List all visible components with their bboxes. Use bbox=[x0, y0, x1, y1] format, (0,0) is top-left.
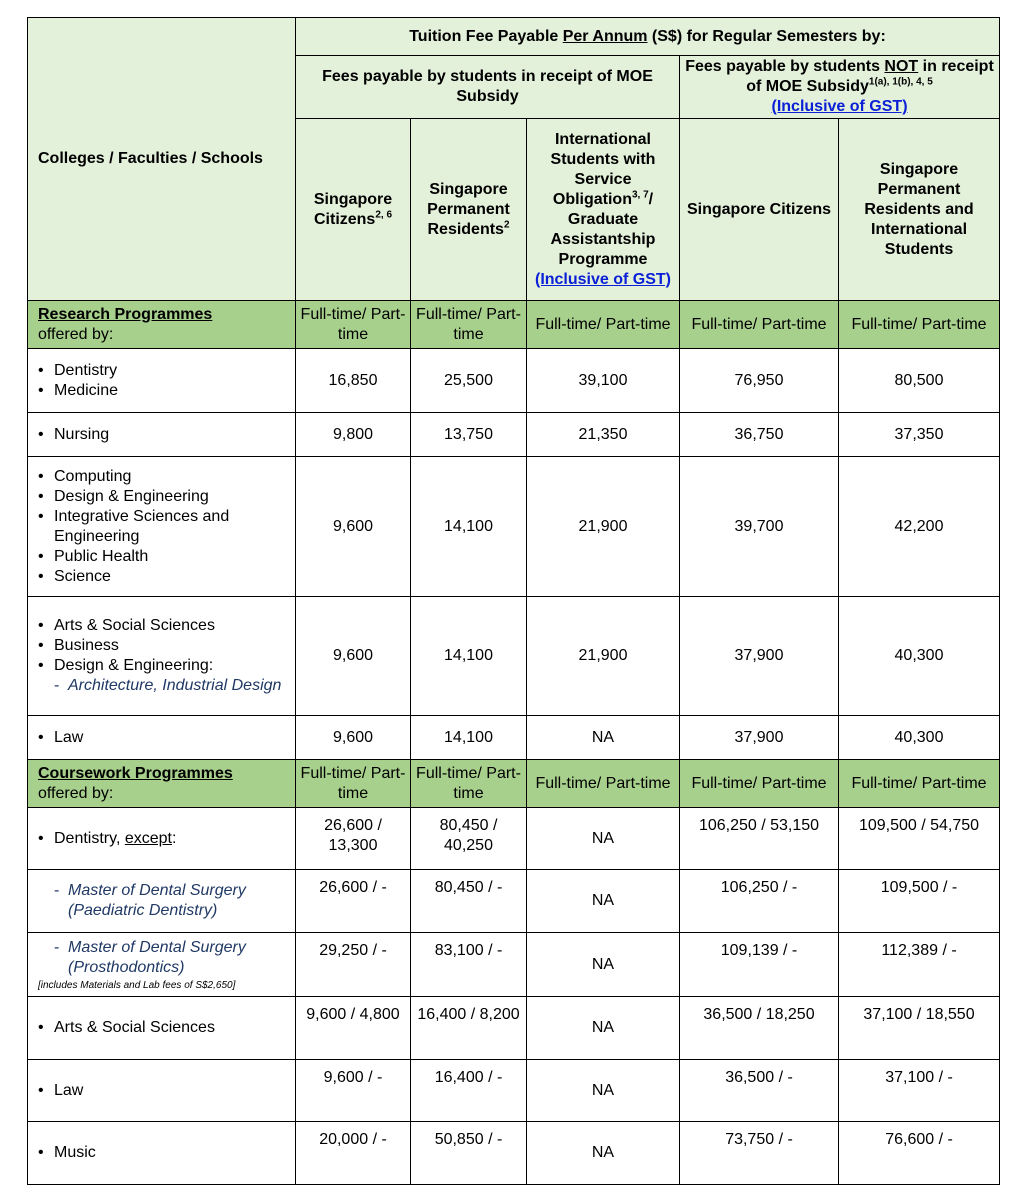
column-header-colleges: Colleges / Faculties / Schools bbox=[28, 18, 296, 301]
fee-cell: 14,100 bbox=[411, 716, 527, 760]
fee-cell: 37,100 / 18,550 bbox=[839, 997, 1000, 1060]
fee-cell: 26,600 / - bbox=[296, 870, 411, 933]
fee-cell: 80,450 / 40,250 bbox=[411, 808, 527, 870]
list-item: • Medicine bbox=[38, 381, 119, 399]
faculty-cell bbox=[28, 997, 296, 1060]
fee-cell: 37,900 bbox=[680, 716, 839, 760]
header-tuition-fee-title: Tuition Fee Payable Per Annum (S$) for Regular Semesters by: bbox=[296, 18, 1000, 56]
fee-cell: 9,600 bbox=[296, 716, 411, 760]
list-item: • Music bbox=[38, 1144, 96, 1161]
fee-cell: 9,600 bbox=[296, 597, 411, 716]
fee-cell: 20,000 / - bbox=[296, 1122, 411, 1185]
table-row bbox=[28, 457, 1000, 597]
mode-label: Full-time/ Part-time bbox=[411, 301, 527, 349]
fee-cell: 40,300 bbox=[839, 597, 1000, 716]
list-item: • Design & Engineering bbox=[38, 487, 209, 505]
faculty-cell bbox=[28, 597, 296, 716]
fee-cell: 14,100 bbox=[411, 597, 527, 716]
fee-cell: 21,350 bbox=[527, 413, 680, 457]
faculty-cell bbox=[28, 413, 296, 457]
list-item: • Nursing bbox=[38, 425, 110, 443]
fee-cell: 14,100 bbox=[411, 457, 527, 597]
fee-cell: 16,850 bbox=[296, 349, 411, 413]
faculty-cell bbox=[28, 933, 296, 997]
fee-cell: 106,250 / 53,150 bbox=[680, 808, 839, 870]
faculty-cell bbox=[28, 870, 296, 933]
header-non-moe-pr-intl: Singapore Permanent Residents and International Students bbox=[839, 119, 1000, 301]
sub-item: - Architecture, Industrial Design bbox=[54, 677, 282, 694]
fee-cell: NA bbox=[527, 933, 680, 997]
mode-label: Full-time/ Part-time bbox=[296, 760, 411, 808]
fee-cell: 73,750 / - bbox=[680, 1122, 839, 1185]
list-item: • Public Health bbox=[38, 547, 149, 565]
list-item: • Law bbox=[38, 728, 84, 746]
fee-cell: 37,100 / - bbox=[839, 1060, 1000, 1122]
mode-label: Full-time/ Part-time bbox=[680, 760, 839, 808]
fee-cell: 37,900 bbox=[680, 597, 839, 716]
fee-cell: NA bbox=[527, 997, 680, 1060]
fee-cell: 76,600 / - bbox=[839, 1122, 1000, 1185]
list-item: • Integrative Sciences and Engineering bbox=[38, 507, 230, 545]
fee-cell: 83,100 / - bbox=[411, 933, 527, 997]
fee-cell: 37,350 bbox=[839, 413, 1000, 457]
fee-cell: 50,850 / - bbox=[411, 1122, 527, 1185]
tuition-fee-table bbox=[27, 17, 1000, 1185]
section-coursework: Coursework Programmes offered by: bbox=[28, 760, 296, 808]
fee-cell: 16,400 / - bbox=[411, 1060, 527, 1122]
fee-cell: 16,400 / 8,200 bbox=[411, 997, 527, 1060]
table-row bbox=[28, 1122, 1000, 1185]
table-row bbox=[28, 870, 1000, 933]
fee-cell: 9,600 / 4,800 bbox=[296, 997, 411, 1060]
table-row bbox=[28, 413, 1000, 457]
table-row bbox=[28, 933, 1000, 997]
fee-cell: NA bbox=[527, 1060, 680, 1122]
header-non-moe-singapore-citizens: Singapore Citizens bbox=[680, 119, 839, 301]
sub-item: - Master of Dental Surgery (Prosthodontics) bbox=[54, 938, 246, 976]
fee-cell: 21,900 bbox=[527, 457, 680, 597]
header-international-students: International Students with Service Obligation$^{3, 7}$/ Graduate Assistantship Programme (Inclusive of GST) bbox=[527, 119, 680, 301]
mode-label: Full-time/ Part-time bbox=[839, 301, 1000, 349]
header-non-moe-subsidy-group: Fees payable by students NOT in receipt of MOE Subsidy$^{1(a), 1(b), 4, 5}$ (Inclusive of GST) bbox=[680, 56, 1000, 119]
fee-cell: 39,100 bbox=[527, 349, 680, 413]
gst-link-nonmoe[interactable]: (Inclusive of GST) bbox=[771, 98, 908, 115]
table-row bbox=[28, 597, 1000, 716]
faculty-cell bbox=[28, 457, 296, 597]
header-singapore-citizens: Singapore Citizens$^{2, 6}$ bbox=[296, 119, 411, 301]
fee-cell: NA bbox=[527, 870, 680, 933]
mode-label: Full-time/ Part-time bbox=[296, 301, 411, 349]
fee-cell: 36,500 / - bbox=[680, 1060, 839, 1122]
header-moe-subsidy-group: Fees payable by students in receipt of MOE Subsidy bbox=[296, 56, 680, 119]
fee-cell: 21,900 bbox=[527, 597, 680, 716]
fee-cell: NA bbox=[527, 1122, 680, 1185]
faculty-cell bbox=[28, 349, 296, 413]
table-row bbox=[28, 997, 1000, 1060]
fee-cell: 80,500 bbox=[839, 349, 1000, 413]
fee-cell: NA bbox=[527, 808, 680, 870]
table-row bbox=[28, 1060, 1000, 1122]
fee-cell: 80,450 / - bbox=[411, 870, 527, 933]
fee-cell: 36,500 / 18,250 bbox=[680, 997, 839, 1060]
list-item: • Computing bbox=[38, 467, 132, 485]
faculty-cell bbox=[28, 808, 296, 870]
fee-cell: 26,600 / 13,300 bbox=[296, 808, 411, 870]
list-item: • Law bbox=[38, 1081, 84, 1099]
list-item: • Arts & Social Sciences bbox=[38, 617, 215, 634]
faculty-cell bbox=[28, 1122, 296, 1185]
fee-cell: 76,950 bbox=[680, 349, 839, 413]
fee-cell: 13,750 bbox=[411, 413, 527, 457]
table-row bbox=[28, 349, 1000, 413]
fee-cell: 109,500 / 54,750 bbox=[839, 808, 1000, 870]
list-item: • Dentistry, except: bbox=[38, 829, 177, 847]
faculty-cell bbox=[28, 1060, 296, 1122]
fee-cell: 109,500 / - bbox=[839, 870, 1000, 933]
header-singapore-pr: Singapore Permanent Residents$^2$ bbox=[411, 119, 527, 301]
sub-item: - Master of Dental Surgery (Paediatric Dentistry) bbox=[54, 882, 246, 919]
fee-cell: 36,750 bbox=[680, 413, 839, 457]
table-row bbox=[28, 808, 1000, 870]
gst-link-intl[interactable]: (Inclusive of GST) bbox=[534, 270, 671, 288]
table-row bbox=[28, 716, 1000, 760]
fee-cell: 25,500 bbox=[411, 349, 527, 413]
mode-label: Full-time/ Part-time bbox=[839, 760, 1000, 808]
fee-cell: NA bbox=[527, 716, 680, 760]
section-research: Research Programmes offered by: bbox=[28, 301, 296, 349]
list-item: • Arts & Social Sciences bbox=[38, 1019, 215, 1036]
mode-label: Full-time/ Part-time bbox=[411, 760, 527, 808]
fee-cell: 112,389 / - bbox=[839, 933, 1000, 997]
fee-cell: 9,600 / - bbox=[296, 1060, 411, 1122]
fee-cell: 29,250 / - bbox=[296, 933, 411, 997]
faculty-cell bbox=[28, 716, 296, 760]
fee-cell: 109,139 / - bbox=[680, 933, 839, 997]
list-item: • Design & Engineering: bbox=[38, 657, 214, 674]
materials-note: [includes Materials and Lab fees of S$2,650] bbox=[38, 979, 236, 991]
list-item: • Business bbox=[38, 637, 119, 654]
mode-label: Full-time/ Part-time bbox=[527, 760, 680, 808]
mode-label: Full-time/ Part-time bbox=[680, 301, 839, 349]
fee-cell: 40,300 bbox=[839, 716, 1000, 760]
fee-cell: 106,250 / - bbox=[680, 870, 839, 933]
fee-cell: 39,700 bbox=[680, 457, 839, 597]
fee-cell: 9,600 bbox=[296, 457, 411, 597]
fee-cell: 42,200 bbox=[839, 457, 1000, 597]
fee-cell: 9,800 bbox=[296, 413, 411, 457]
list-item: • Dentistry bbox=[38, 361, 118, 379]
list-item: • Science bbox=[38, 567, 111, 585]
mode-label: Full-time/ Part-time bbox=[527, 301, 680, 349]
